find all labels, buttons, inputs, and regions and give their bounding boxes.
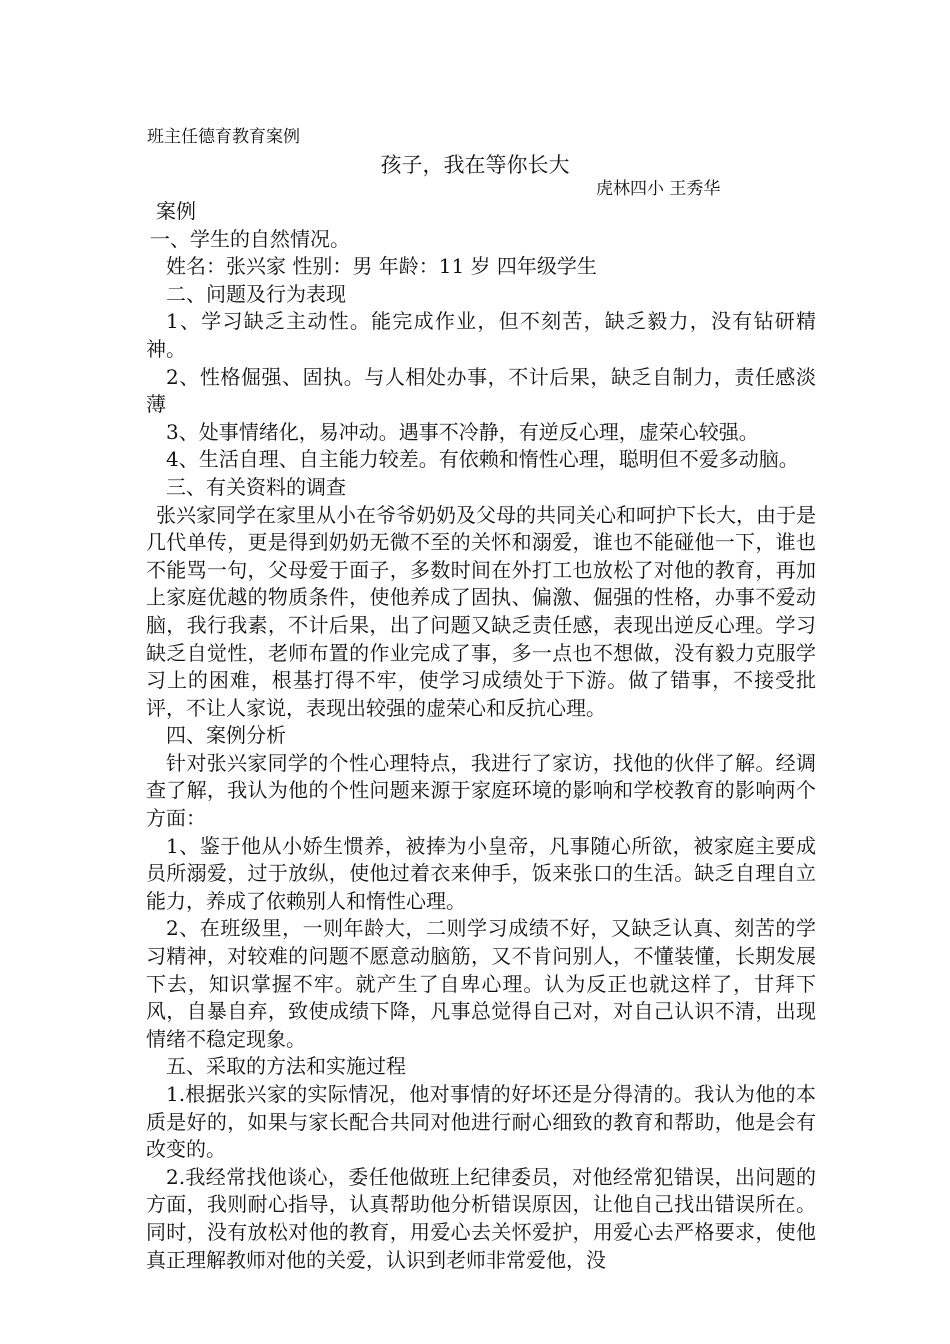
- section-2-item-3: 3、处事情绪化，易冲动。遇事不冷静，有逆反心理，虚荣心较强。: [166, 419, 759, 444]
- section-5-item-2: 2.我经常找他谈心，委任他做班上纪律委员，对他经常犯错误，出问题的方面，我则耐心指导，认真帮助他分析错误原因，让他自己找出错误所在。同时，没有放松对他的教育，用爱心去关怀爱护，用爱心去严格要求，使他真正理解教师对他的关爱，认识到老师非常爱他，没: [146, 1164, 816, 1272]
- section-3-heading: 三、有关资料的调查: [166, 474, 346, 499]
- section-5-heading: 五、采取的方法和实施过程: [166, 1054, 406, 1079]
- section-2-item-1: 1、学习缺乏主动性。能完成作业，但不刻苦，缺乏毅力，没有钻研精神。: [146, 309, 816, 361]
- document-body: [146, 198, 816, 1274]
- section-4-paragraph-1: 针对张兴家同学的个性心理特点，我进行了家访，找他的伙伴了解。经调查了解，我认为他的个性问题来源于家庭环境的影响和学校教育的影响两个方面：: [146, 750, 816, 831]
- section-3-paragraph: 张兴家同学在家里从小在爷爷奶奶及父母的共同关心和呵护下长大，由于是几代单传，更是得到奶奶无微不至的关怀和溺爱，谁也不能碰他一下，谁也不能骂一句，父母爱于面子，多数时间在外打工也放松了对他的教育，再加上家庭优越的物质条件，使他养成了固执、偏激、倔强的性格，办事不爱动脑，我行我素，不计后果，出了问题又缺乏责任感，表现出逆反心理。学习缺乏自觉性，老师布置的作业完成了事，多一点也不想做，没有毅力克服学习上的困难，根基打得不牢，使学习成绩处于下游。做了错事，不接受批评，不让人家说，表现出较强的虚荣心和反抗心理。: [146, 502, 816, 720]
- section-1-heading: 一、学生的自然情况。: [150, 226, 350, 251]
- student-info: 姓名：张兴家 性别：男 年龄：11 岁 四年级学生: [166, 254, 597, 279]
- section-4-heading: 四、案例分析: [166, 723, 286, 748]
- section-5-item-1: 1.根据张兴家的实际情况，他对事情的好坏还是分得清的。我认为他的本质是好的，如果与家长配合共同对他进行耐心细致的教育和帮助，他是会有改变的。: [146, 1082, 816, 1162]
- case-label: 案例: [156, 199, 196, 223]
- section-2-item-4: 4、生活自理、自主能力较差。有依赖和惰性心理，聪明但不爱多动脑。: [166, 447, 799, 472]
- section-2-heading: 二、问题及行为表现: [166, 281, 346, 306]
- document-category: 班主任德育教育案例: [147, 127, 300, 147]
- section-4-item-2: 2、在班级里，一则年龄大，二则学习成绩不好，又缺乏认真、刻苦的学习精神，对较难的问题不愿意动脑筋，又不肯问别人，不懂装懂，长期发展下去，知识掌握不牢。就产生了自卑心理。认为反正也就这样了，甘拜下风，自暴自弃，致使成绩下降，凡事总觉得自己对，对自己认识不清，出现情绪不稳定现象。: [146, 916, 816, 1051]
- section-4-item-1: 1、鉴于他从小娇生惯养，被捧为小皇帝，凡事随心所欲，被家庭主要成员所溺爱，过于放纵，使他过着衣来伸手，饭来张口的生活。缺乏自理自立能力，养成了依赖别人和惰性心理。: [146, 833, 816, 913]
- section-2-item-2: 2、性格倔强、固执。与人相处办事，不计后果，缺乏自制力，责任感淡薄: [146, 364, 816, 417]
- document-title: 孩子，我在等你长大: [380, 153, 570, 177]
- document-author: 虎林四小 王秀华: [596, 179, 721, 199]
